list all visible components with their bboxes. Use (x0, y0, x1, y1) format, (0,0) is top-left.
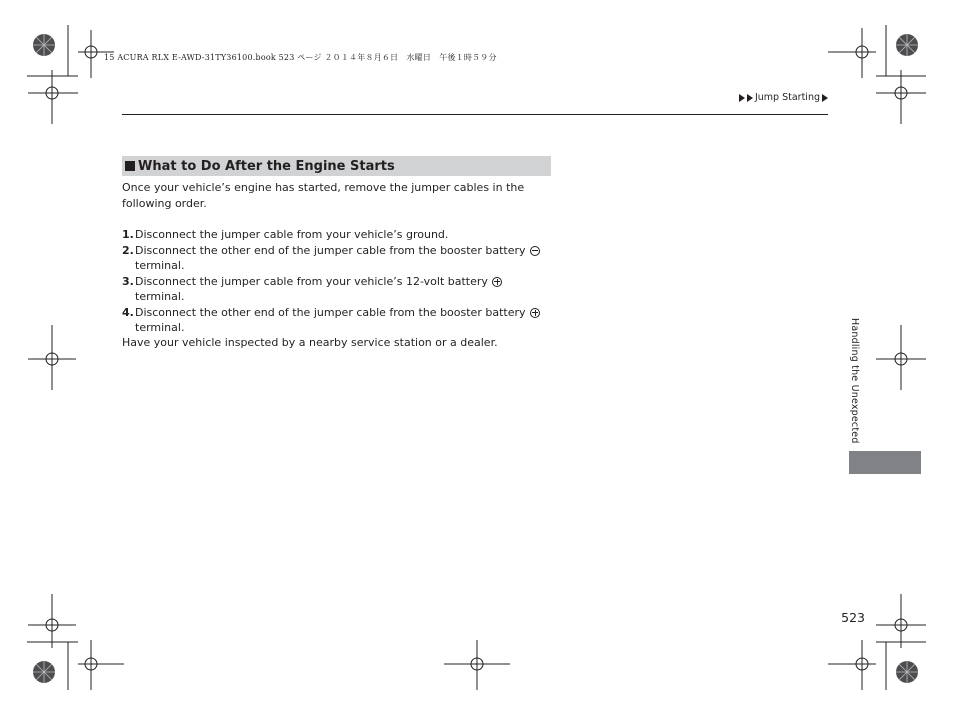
list-item (122, 305, 552, 336)
step-number: 4. (122, 305, 134, 319)
side-tab-label[interactable]: Handling the Unexpected (849, 318, 860, 444)
step-text: Disconnect the jumper cable from your vehicle’s 12-volt battery (135, 274, 492, 288)
list-item (122, 227, 552, 243)
side-tab[interactable] (849, 451, 921, 474)
breadcrumb[interactable] (739, 92, 828, 103)
step-number: 1. (122, 228, 134, 241)
step-text: Disconnect the other end of the jumper cable from the booster battery (135, 243, 529, 257)
closing-paragraph: Have your vehicle inspected by a nearby service station or a dealer. (122, 336, 498, 349)
section-title: What to Do After the Engine Starts (138, 158, 395, 174)
positive-terminal-icon (530, 308, 540, 318)
step-text-end: terminal. (135, 290, 185, 303)
print-header: 15 ACURA RLX E-AWD-31TY36100.book 523 ページ ２０１４年８月６日 水曜日 午後１時５９分 (104, 53, 497, 62)
step-text-end: terminal. (135, 259, 185, 272)
step-number: 3. (122, 274, 134, 288)
positive-terminal-icon (492, 277, 502, 287)
page-number: 523 (841, 610, 865, 625)
breadcrumb-label[interactable]: Jump Starting (754, 92, 820, 103)
intro-paragraph: Once your vehicle’s engine has started, remove the jumper cables in the following order. (122, 181, 525, 210)
square-bullet-icon (125, 161, 135, 171)
steps-list (122, 227, 552, 336)
arrow-right-icon (739, 94, 745, 102)
list-item (122, 274, 552, 305)
list-item (122, 243, 552, 274)
arrow-right-icon (822, 94, 828, 102)
negative-terminal-icon (530, 246, 540, 256)
step-text: Disconnect the jumper cable from your vehicle’s ground. (135, 228, 449, 241)
step-text: Disconnect the other end of the jumper cable from the booster battery (135, 305, 529, 319)
step-number: 2. (122, 243, 134, 257)
arrow-right-icon (747, 94, 753, 102)
section-heading (122, 156, 551, 176)
header-rule (122, 114, 828, 115)
step-text-end: terminal. (135, 321, 185, 334)
